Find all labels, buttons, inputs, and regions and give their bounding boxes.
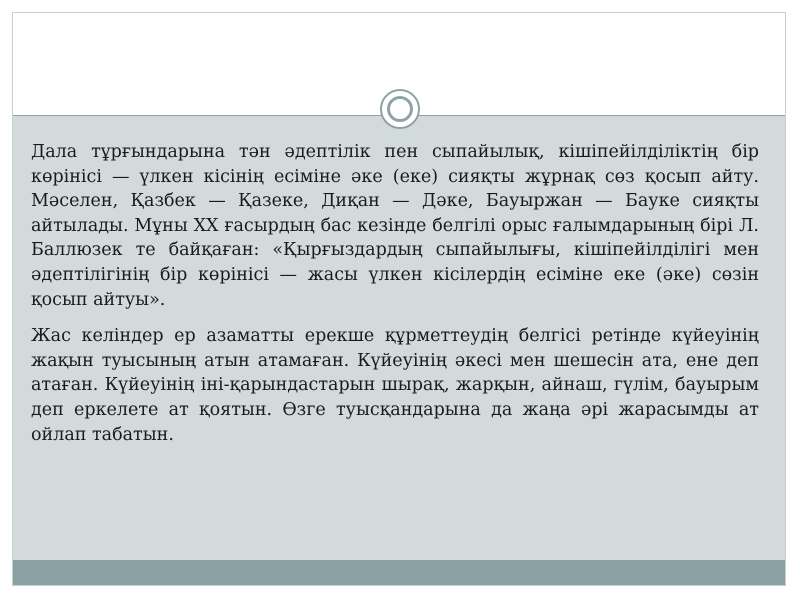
footer-bar bbox=[13, 560, 785, 585]
body-text bbox=[31, 140, 759, 459]
circle-ornament-inner-ring bbox=[387, 96, 413, 122]
paragraph-2: Жас келіндер ер азаматты ерекше құрметтеудің белгісі ретінде күйеуінің жақын туысының атын атамаған. Күйеуінің әкесі мен шешесін ата, ене деп атаған. Күйеуінің іні-қарындастарын шырақ, жарқын, айнаш, гүлім, бауырым деп еркелете ат қоятын. Өзге туысқандарына да жаңа әрі жарасымды ат ойлап табатын. bbox=[31, 326, 759, 445]
paragraph-1: Дала тұрғындарына тән әдептілік пен сыпайылық, кішіпейілділіктің бір көрінісі — үлкен кісінің есіміне әке (еке) сияқты жұрнақ сөз қосып айту. Мәселен, Қазбек — Қазеке, Диқан — Дәке, Бауыржан — Бауке сияқты айтылады. Мұны XX ғасырдың бас кезінде белгілі орыс ғалымдарының бірі Л. Баллюзек те байқаған: «Қырғыздардың сыпайылығы, кішіпейілділігі мен әдептілігінің бір көрінісі — жасы үлкен кісілердің есіміне еке (әке) сөзін қосып айтуы». bbox=[31, 142, 759, 310]
circle-ornament-icon bbox=[380, 89, 420, 129]
